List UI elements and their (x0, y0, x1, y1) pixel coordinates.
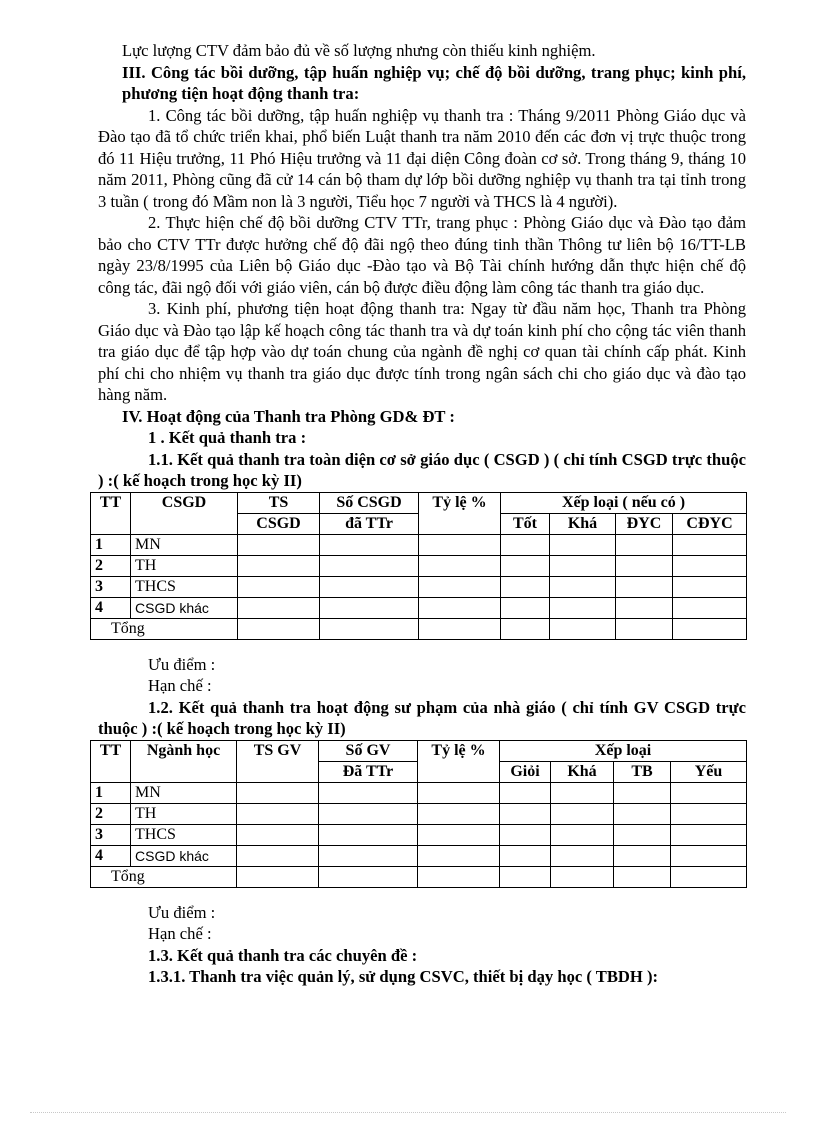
col-header-xep-loai: Xếp loại (500, 740, 747, 761)
table-row (91, 576, 747, 597)
row-number: 3 (91, 576, 131, 597)
col-header-tt: TT (91, 740, 131, 782)
col-header-ts-gv: TS GV (237, 740, 319, 782)
subheading-thematic: 1.3. Kết quả thanh tra các chuyên đề : (148, 945, 418, 965)
col-header-xep-loai: Xếp loại ( nếu có ) (501, 492, 747, 513)
section-heading-iv: IV. Hoạt động của Thanh tra Phòng GD& ĐT : (122, 406, 455, 426)
col-header-ts: TS (238, 492, 320, 513)
row-label: THCS (131, 824, 237, 845)
row-number: 4 (91, 597, 131, 618)
row-label: CSGD khác (131, 597, 238, 618)
col-header-dyc: ĐYC (616, 513, 673, 534)
col-header-yeu: Yếu (671, 761, 747, 782)
col-header-tb: TB (614, 761, 671, 782)
table-row-total (91, 866, 747, 887)
table-row-total (91, 618, 747, 639)
page-bottom-divider (30, 1112, 786, 1113)
table-row (91, 782, 747, 803)
row-total-label: Tổng (91, 618, 238, 639)
col-header-tt: TT (91, 492, 131, 534)
row-label: MN (131, 534, 238, 555)
document-page (95, 40, 746, 988)
subheading-comprehensive: 1.1. Kết quả thanh tra toàn diện cơ sở giáo dục ( CSGD ) ( chỉ tính CSGD trực thuộc ) :( kế hoạch trong học kỳ II) (98, 449, 746, 490)
row-label: TH (131, 555, 238, 576)
paragraph-funding: 3. Kinh phí, phương tiện hoạt động thanh tra: Ngay từ đầu năm học, Thanh tra Phòng Giáo dục và Đào tạo lập kế hoạch công tác thanh tra và dự toán kinh phí cho cộng tác viên thanh tra giáo dục để tập hợp vào dự toán chung của ngành đề nghị cơ quan tài chính cấp phát. Kinh phí chi cho nhiệm vụ thanh tra giáo dục được tính trong ngân sách chi cho giáo dục và đào tạo hàng năm. (98, 299, 746, 404)
col-header-da-ttr: đã TTr (320, 513, 419, 534)
subheading-facilities: 1.3.1. Thanh tra việc quản lý, sử dụng CSVC, thiết bị dạy học ( TBDH ): (148, 967, 659, 986)
subheading-results: 1 . Kết quả thanh tra : (148, 428, 307, 447)
col-header-kha: Khá (550, 513, 616, 534)
col-header-tot: Tốt (501, 513, 550, 534)
limitations-label: Hạn chế : (148, 924, 212, 943)
row-label: TH (131, 803, 237, 824)
row-label: MN (131, 782, 237, 803)
table-comprehensive-inspection (90, 492, 747, 640)
table-row (91, 555, 747, 576)
row-number: 2 (91, 803, 131, 824)
col-header-nganh-hoc: Ngành học (131, 740, 237, 782)
col-header-ty-le: Tỷ lệ % (419, 492, 501, 534)
table-row (91, 803, 747, 824)
row-number: 1 (91, 782, 131, 803)
col-header-kha: Khá (551, 761, 614, 782)
table-row (91, 534, 747, 555)
col-header-cdyc: CĐYC (673, 513, 747, 534)
limitations-label: Hạn chế : (148, 676, 212, 695)
col-header-ts-csgd: CSGD (238, 513, 320, 534)
paragraph-allowance: 2. Thực hiện chế độ bồi dưỡng CTV TTr, trang phục : Phòng Giáo dục và Đào tạo đảm bảo cho CTV TTr được hưởng chế độ đãi ngộ theo đúng tinh thần Thông tư liên bộ 16/TT-LB ngày 23/8/1995 của Liên bộ Giáo dục -Đào tạo và Bộ Tài chính hướng dẫn thực hiện chế độ công tác, đãi ngộ đối với giáo viên, cán bộ được điều động làm công tác thanh tra giáo dục. (98, 213, 746, 297)
table-row (91, 597, 747, 618)
col-header-so-gv: Số GV (319, 740, 418, 761)
row-label: THCS (131, 576, 238, 597)
col-header-csgd: CSGD (131, 492, 238, 534)
row-label: CSGD khác (131, 845, 237, 866)
row-number: 4 (91, 845, 131, 866)
paragraph-ctv-force: Lực lượng CTV đảm bảo đủ về số lượng nhưng còn thiếu kinh nghiệm. (122, 41, 596, 60)
row-number: 1 (91, 534, 131, 555)
subheading-teacher-inspection: 1.2. Kết quả thanh tra hoạt động sư phạm của nhà giáo ( chỉ tính GV CSGD trực thuộc ) :( kế hoạch trong học kỳ II) (98, 697, 746, 738)
col-header-ty-le: Tỷ lệ % (418, 740, 500, 782)
section-heading-iii: III. Công tác bồi dưỡng, tập huấn nghiệp vụ; chế độ bồi dưỡng, trang phục; kinh phí, phương tiện hoạt động thanh tra: (122, 62, 746, 103)
strengths-label: Ưu điểm : (148, 654, 216, 674)
table-row (91, 845, 747, 866)
strengths-label: Ưu điểm : (148, 902, 216, 922)
table-teacher-inspection (90, 740, 747, 888)
paragraph-training: 1. Công tác bồi dưỡng, tập huấn nghiệp vụ thanh tra : Tháng 9/2011 Phòng Giáo dục và Đào tạo đã tổ chức triển khai, phổ biến Luật thanh tra năm 2010 đến các đơn vị trực thuộc trong đó 11 Hiệu trưởng, 11 Phó Hiệu trưởng và 11 đại diện Công đoàn cơ sở. Trong tháng 9, tháng 10 năm 2011, Phòng cũng đã cử 14 cán bộ tham dự lớp bồi dưỡng nghiệp vụ thanh tra tại tỉnh trong 3 tuần ( trong đó Mầm non là 3 người, Tiểu học 7 người và THCS là 4 người). (98, 105, 746, 211)
table-row (91, 824, 747, 845)
col-header-gioi: Giỏi (500, 761, 551, 782)
row-total-label: Tổng (91, 866, 237, 887)
row-number: 2 (91, 555, 131, 576)
row-number: 3 (91, 824, 131, 845)
col-header-so-csgd: Số CSGD (320, 492, 419, 513)
col-header-da-ttr: Đã TTr (319, 761, 418, 782)
